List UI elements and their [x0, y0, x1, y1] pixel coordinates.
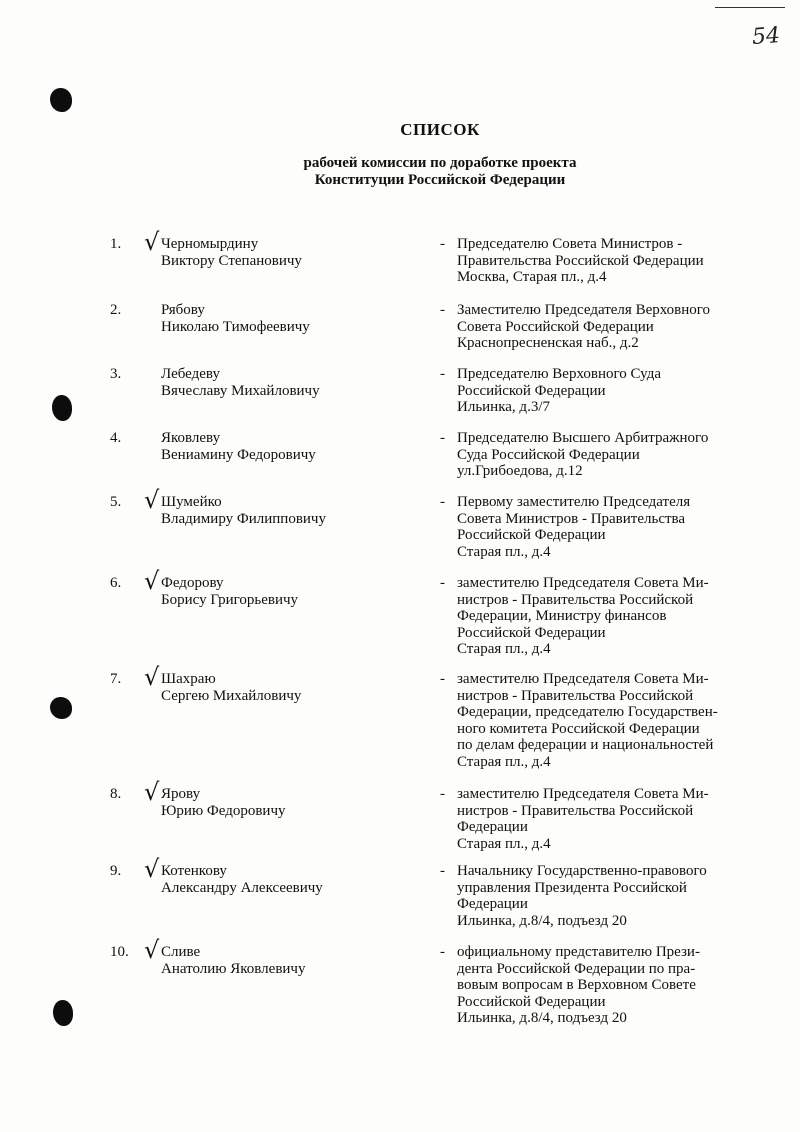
member-name — [161, 786, 286, 819]
member-surname: Яковлеву — [161, 430, 221, 446]
member-surname: Шумейко — [161, 494, 222, 510]
item-number: 3. — [110, 366, 122, 382]
position-line: Российской Федерации — [457, 993, 606, 1010]
member-surname: Ярову — [161, 786, 201, 802]
position-line: заместителю Председателя Совета Ми- — [457, 575, 709, 591]
member-given-names: Вениамину Федоровичу — [161, 446, 316, 463]
position-line: Совета Министров - Правительства — [457, 510, 686, 527]
position-line: Председателю Высшего Арбитражного — [457, 430, 709, 446]
position-line: официальному представителю Прези- — [457, 944, 700, 960]
member-position-and-address — [457, 236, 787, 286]
handwritten-page-number: 54 — [751, 23, 781, 50]
position-line: Федерации, председателю Государствен- — [457, 704, 718, 720]
position-line: Начальнику Государственно-правового — [457, 863, 707, 879]
position-line: нистров - Правительства Российской — [457, 591, 694, 608]
member-name — [161, 575, 298, 608]
position-line: Краснопресненская наб., д.2 — [457, 335, 639, 351]
member-position-and-address — [457, 430, 787, 480]
position-line: заместителю Председателя Совета Ми- — [457, 786, 709, 802]
member-position-and-address — [457, 366, 787, 416]
position-line: Суда Российской Федерации — [457, 446, 640, 463]
member-position-and-address — [457, 302, 787, 352]
punch-hole-mark — [50, 88, 72, 112]
position-line: Старая пл., д.4 — [457, 835, 551, 852]
handwritten-checkmark-icon: √ — [144, 936, 160, 964]
handwritten-checkmark-icon: √ — [144, 663, 160, 691]
position-line: по делам федерации и национальностей — [457, 737, 714, 753]
separator-dash: - — [440, 430, 445, 446]
separator-dash: - — [440, 236, 445, 252]
position-line: Старая пл., д.4 — [457, 753, 551, 770]
member-name — [161, 302, 310, 335]
separator-dash: - — [440, 786, 445, 802]
position-line: дента Российской Федерации по пра- — [457, 960, 696, 977]
item-number: 4. — [110, 430, 122, 446]
separator-dash: - — [440, 863, 445, 879]
item-number: 5. — [110, 494, 122, 510]
member-position-and-address — [457, 944, 787, 1027]
member-given-names: Николаю Тимофеевичу — [161, 318, 310, 335]
position-line: Российской Федерации — [457, 624, 606, 641]
member-name — [161, 863, 323, 896]
member-given-names: Анатолию Яковлевичу — [161, 960, 306, 977]
top-rule — [715, 7, 785, 8]
position-line: Ильинка, д.8/4, подъезд 20 — [457, 912, 627, 929]
position-line: Заместителю Председателя Верховного — [457, 302, 711, 318]
member-surname: Сливе — [161, 944, 201, 960]
item-number: 10. — [110, 944, 129, 960]
handwritten-checkmark-icon: √ — [144, 567, 160, 595]
item-number: 9. — [110, 863, 122, 879]
separator-dash: - — [440, 302, 445, 318]
separator-dash: - — [440, 671, 445, 687]
document-title: СПИСОК — [400, 120, 480, 139]
member-name — [161, 671, 301, 704]
member-given-names: Александру Алексеевичу — [161, 879, 323, 896]
member-given-names: Владимиру Филипповичу — [161, 510, 326, 527]
member-position-and-address — [457, 494, 787, 560]
punch-hole-mark — [53, 1000, 73, 1026]
member-given-names: Борису Григорьевичу — [161, 591, 299, 608]
position-line: Правительства Российской Федерации — [457, 252, 704, 269]
punch-hole-mark — [52, 395, 72, 421]
position-line: Ильинка, д.8/4, подъезд 20 — [457, 1010, 627, 1026]
position-line: заместителю Председателя Совета Ми- — [457, 671, 709, 687]
member-surname: Черномырдину — [161, 236, 259, 252]
member-given-names: Виктору Степановичу — [161, 252, 302, 269]
item-number: 1. — [110, 236, 122, 252]
member-position-and-address — [457, 786, 787, 852]
member-name — [161, 430, 316, 463]
member-surname: Шахраю — [161, 671, 216, 687]
member-position-and-address — [457, 671, 787, 770]
handwritten-checkmark-icon: √ — [144, 855, 160, 883]
position-line: вовым вопросам в Верховном Совете — [457, 977, 696, 993]
member-surname: Рябову — [161, 302, 205, 318]
member-surname: Федорову — [161, 575, 224, 591]
position-line: Федерации — [457, 819, 528, 835]
member-name — [161, 944, 305, 977]
member-name — [161, 236, 302, 269]
member-surname: Котенкову — [161, 863, 227, 879]
position-line: Старая пл., д.4 — [457, 641, 551, 657]
item-number: 7. — [110, 671, 122, 687]
position-line: Первому заместителю Председателя — [457, 494, 691, 510]
member-given-names: Сергею Михайловичу — [161, 687, 302, 704]
member-given-names: Вячеславу Михайловичу — [161, 382, 320, 399]
document-subtitle-line-1: рабочей комиссии по доработке проекта — [303, 155, 577, 171]
position-line: Федерации — [457, 896, 528, 912]
position-line: Председателю Совета Министров - — [457, 236, 683, 252]
item-number: 2. — [110, 302, 122, 318]
punch-hole-mark — [50, 697, 72, 719]
item-number: 8. — [110, 786, 122, 802]
separator-dash: - — [440, 944, 445, 960]
separator-dash: - — [440, 494, 445, 510]
member-name — [161, 366, 320, 399]
position-line: Российской Федерации — [457, 527, 606, 543]
position-line: нистров - Правительства Российской — [457, 802, 694, 819]
position-line: Москва, Старая пл., д.4 — [457, 269, 607, 285]
member-position-and-address — [457, 863, 787, 929]
position-line: ул.Грибоедова, д.12 — [457, 463, 583, 479]
position-line: Председателю Верховного Суда — [457, 366, 661, 382]
item-number: 6. — [110, 575, 122, 591]
member-name — [161, 494, 326, 527]
position-line: Российской Федерации — [457, 382, 606, 399]
position-line: Старая пл., д.4 — [457, 543, 551, 560]
member-position-and-address — [457, 575, 787, 658]
position-line: Совета Российской Федерации — [457, 318, 654, 335]
separator-dash: - — [440, 575, 445, 591]
member-surname: Лебедеву — [161, 366, 220, 382]
position-line: нистров - Правительства Российской — [457, 687, 694, 704]
position-line: Федерации, Министру финансов — [457, 608, 667, 624]
position-line: Ильинка, д.3/7 — [457, 399, 550, 415]
separator-dash: - — [440, 366, 445, 382]
position-line: управления Президента Российской — [457, 879, 687, 896]
handwritten-checkmark-icon: √ — [144, 778, 160, 806]
handwritten-checkmark-icon: √ — [144, 486, 160, 514]
member-given-names: Юрию Федоровичу — [161, 802, 286, 819]
position-line: ного комитета Российской Федерации — [457, 720, 700, 737]
document-subtitle-line-2: Конституции Российской Федерации — [314, 172, 566, 188]
handwritten-checkmark-icon: √ — [144, 228, 160, 256]
